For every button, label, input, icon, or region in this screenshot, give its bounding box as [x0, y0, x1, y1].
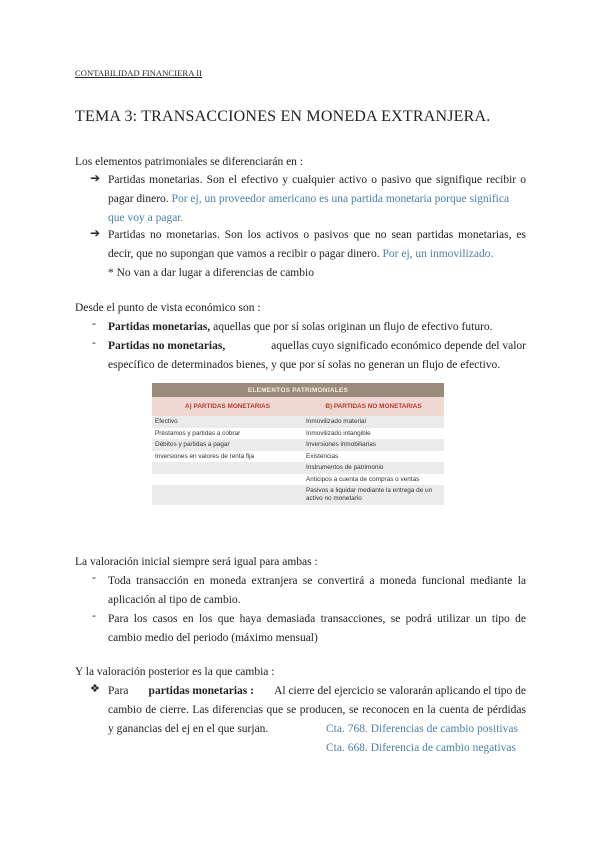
s3-item1-line2: aplicación al tipo de cambio.: [108, 594, 241, 606]
item1-line2-text: pagar dinero.: [108, 193, 169, 205]
table-row: [152, 428, 444, 440]
table-cell: Inversiones en valores de renta fija: [152, 451, 303, 463]
item2-example: Por ej, un inmovilizado.: [382, 248, 494, 260]
table-cell: Efectivo: [152, 416, 303, 428]
table-cell: Inmovilizado material: [303, 416, 444, 428]
s4-item1-pre: Para: [108, 685, 129, 697]
s2-item1-bold: Partidas monetarias,: [108, 321, 211, 333]
table-row: [152, 462, 444, 474]
arrow-bullet-icon: ➔: [90, 226, 101, 240]
arrow-bullet-icon: ➔: [90, 171, 101, 185]
note: * No van a dar lugar a diferencias de cambio: [108, 267, 314, 279]
page-title: TEMA 3: TRANSACCIONES EN MONEDA EXTRANJERA.: [75, 108, 491, 125]
table-col-b: B) PARTIDAS NO MONETARIAS: [303, 397, 444, 416]
s4-item1-line3: y ganancias del ej en el que surjan.: [108, 723, 269, 735]
dash-bullet: -: [92, 318, 96, 330]
table-cell: Inmovilizado intangible: [303, 428, 444, 440]
dash-bullet: -: [92, 337, 96, 349]
table-cell: Débitos y partidas a pagar: [152, 439, 303, 451]
cta-668: Cta. 668. Diferencia de cambio negativas: [326, 742, 516, 754]
s2-item2: [108, 337, 526, 356]
s2-item2-bold: Partidas no monetarias,: [108, 340, 226, 352]
s2-item1: [108, 318, 493, 337]
section1-intro: Los elementos patrimoniales se diferenciarán en :: [75, 156, 303, 168]
s3-item1-line1: Toda transacción en moneda extranjera se convertirá a moneda funcional mediante la: [108, 575, 526, 587]
table-header: ELEMENTOS PATRIMONIALES: [152, 383, 444, 397]
elementos-patrimoniales-table: [152, 383, 444, 505]
document-header: CONTABILIDAD FINANCIERA II: [75, 68, 203, 78]
item2-line2: [108, 245, 493, 264]
table-cell: [152, 462, 303, 474]
item1-line1: Partidas monetarias. Son el efectivo y cualquier activo o pasivo que signifique recibir o: [108, 174, 526, 186]
s3-item2-line1: Para los casos en los que haya demasiada transacciones, se podrá utilizar un tipo de: [108, 613, 526, 625]
cta-768: Cta. 768. Diferencias de cambio positivas: [326, 723, 518, 735]
item2-line2-text: decir, que no supongan que vamos a recibir o pagar dinero.: [108, 248, 380, 260]
table-cell: Préstamos y partidas a cobrar: [152, 428, 303, 440]
table-col-a: A) PARTIDAS MONETARIAS: [152, 397, 303, 416]
s4-item1-line2: cambio de cierre. Las diferencias que se producen, se reconocen en la cuenta de pérdidas: [108, 704, 526, 716]
table-row: [152, 439, 444, 451]
s4-item1-line1: [108, 682, 526, 701]
item1-line2: [108, 190, 509, 209]
table-cell: Anticipos a cuenta de compras o ventas: [303, 474, 444, 486]
table-cell: [152, 474, 303, 486]
s2-item2-line2: específico de determinados bienes, y que por sí solas no generan un flujo de efectivo.: [108, 359, 501, 371]
section2-intro: Desde el punto de vista económico son :: [75, 302, 261, 314]
table-cell: Instrumentos de patrimonio: [303, 462, 444, 474]
s2-item2-rest: aquellas cuyo significado económico depende del valor: [271, 340, 526, 352]
item2-line1: Partidas no monetarias. Son los activos o pasivos que no sean partidas monetarias, es: [108, 229, 526, 241]
table-cell: Inversiones inmobiliarias: [303, 439, 444, 451]
table-cell: Existencias: [303, 451, 444, 463]
s4-item1-rest: Al cierre del ejercicio se valorarán aplicando el tipo de: [274, 685, 526, 697]
section3-intro: La valoración inicial siempre será igual para ambas :: [75, 556, 318, 568]
dash-bullet: -: [92, 610, 96, 622]
table-row: [152, 416, 444, 428]
section4-intro: Y la valoración posterior es la que cambia :: [75, 666, 275, 678]
table-cell: [152, 485, 303, 505]
s4-item1-bold: partidas monetarias :: [148, 685, 254, 697]
table: [152, 383, 444, 505]
s3-item2-line2: cambio medio del periodo (máximo mensual): [108, 632, 318, 644]
item1-example-cont: que voy a pagar.: [108, 212, 184, 224]
dash-bullet: -: [92, 572, 96, 584]
table-row: [152, 474, 444, 486]
diamond-bullet-icon: ❖: [90, 683, 100, 695]
s2-item1-rest: aquellas que por sí solas originan un flujo de efectivo futuro.: [213, 321, 493, 333]
table-row: [152, 485, 444, 505]
table-row: [152, 451, 444, 463]
item1-example: Por ej, un proveedor americano es una partida monetaria porque significa: [171, 193, 510, 205]
table-cell: Pasivos a liquidar mediante la entrega de un activo no monetario: [303, 485, 444, 505]
